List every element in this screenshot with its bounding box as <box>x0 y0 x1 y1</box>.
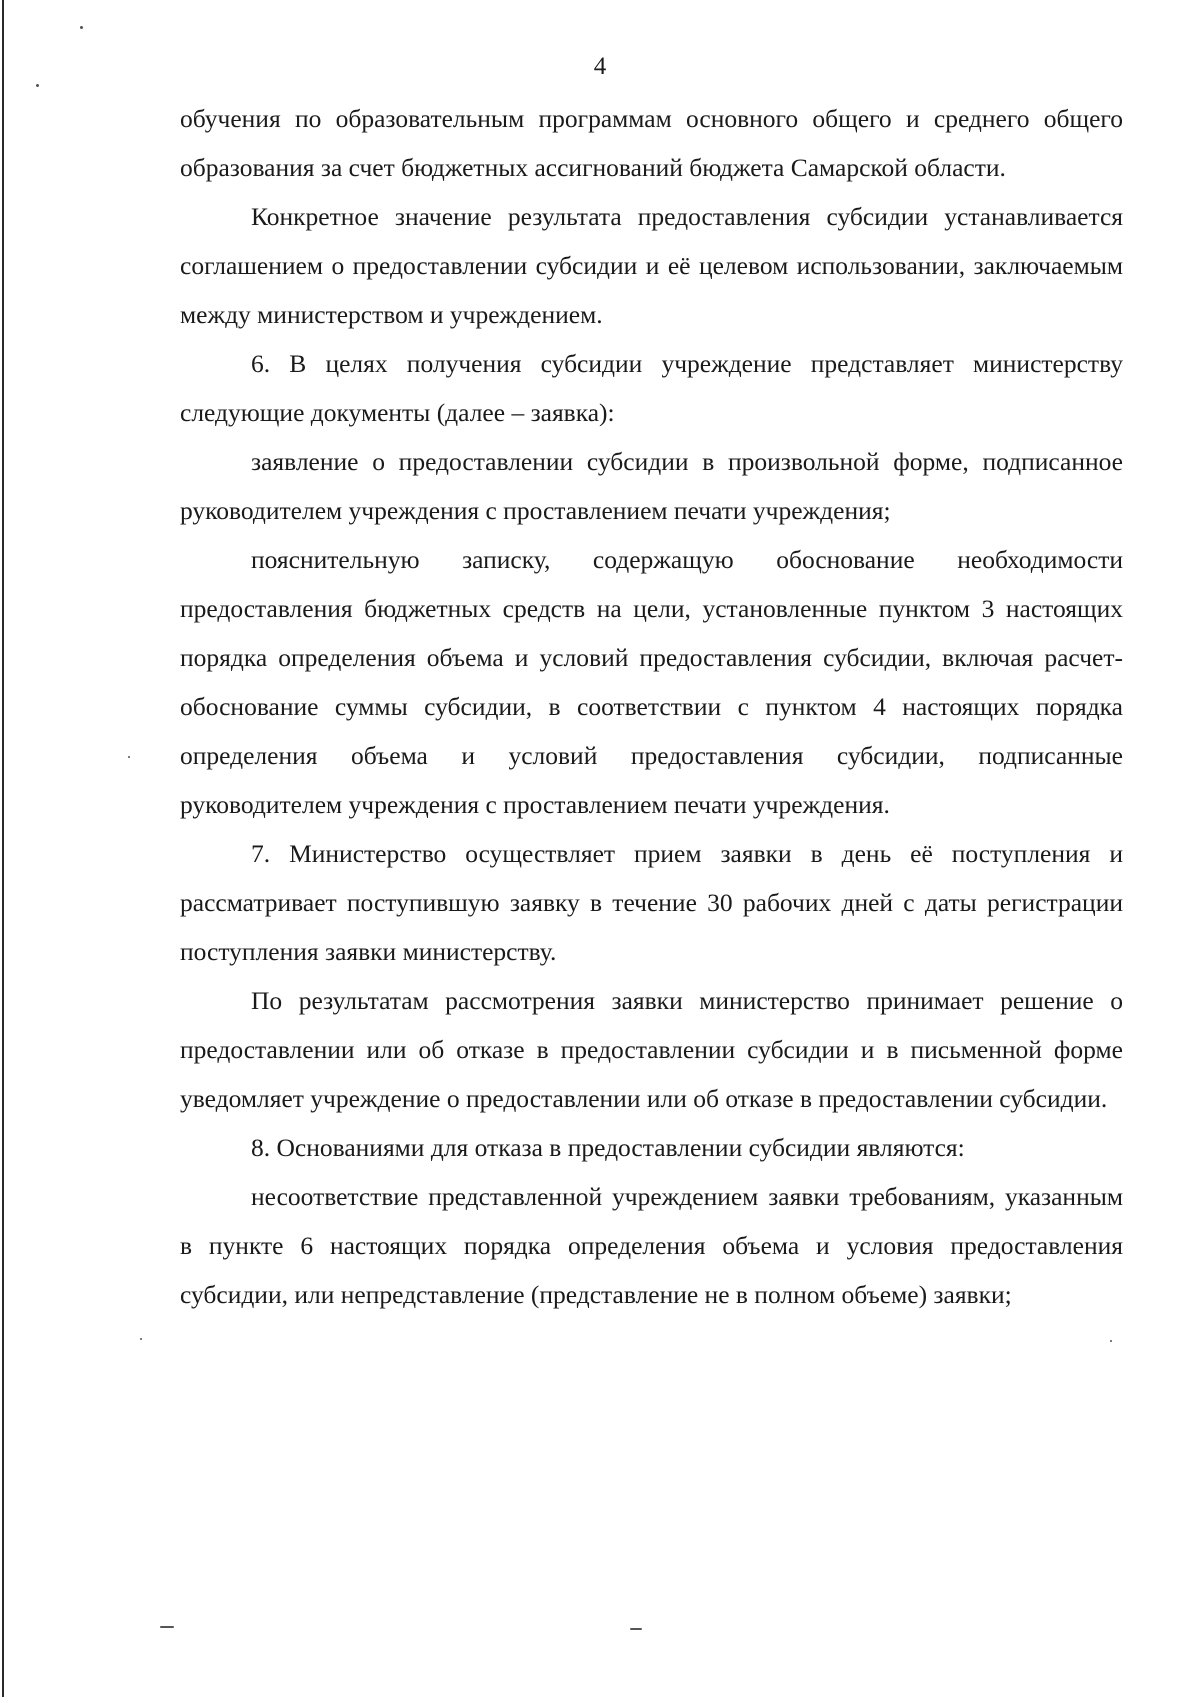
paragraph: обучения по образовательным программам основного общего и среднего общего образования за счет бюджетных ассигнований бюджета Самарской области. <box>180 104 1123 182</box>
paragraph: 8. Основаниями для отказа в предоставлении субсидии являются: <box>251 1133 965 1162</box>
paragraph: По результатам рассмотрения заявки министерство принимает решение о предоставлении или об отказе в предоставлении субсидии и в письменной форме уведомляет учреждение о предоставлении или об отказе в предоставлении субсидии. <box>180 986 1123 1113</box>
paragraph: пояснительную записку, содержащую обоснование необходимости предоставления бюджетных средств на цели, установленные пунктом 3 настоящих порядка определения объема и условий предоставления субсидии, включая расчет-обоснование суммы субсидии, в соответствии с пунктом 4 настоящих порядка определения объема и условий предоставления субсидии, подписанные руководителем учреждения с проставлением печати учреждения. <box>180 545 1123 819</box>
scan-speck <box>630 1628 642 1630</box>
paragraph: 6. В целях получения субсидии учреждение представляет министерству следующие документы (далее – заявка): <box>180 349 1123 427</box>
document-body <box>180 94 1123 1319</box>
scan-speck <box>36 84 39 87</box>
scan-speck <box>128 756 130 758</box>
paragraph: заявление о предоставлении субсидии в произвольной форме, подписанное руководителем учреждения с проставлением печати учреждения; <box>180 447 1123 525</box>
page-number: 4 <box>593 53 607 80</box>
scan-speck <box>1110 1340 1112 1342</box>
paragraph: Конкретное значение результата предоставления субсидии устанавливается соглашением о предоставлении субсидии и её целевом использовании, заключаемым между министерством и учреждением. <box>180 202 1123 329</box>
scan-speck <box>80 26 83 29</box>
page-edge-line <box>2 0 4 1697</box>
scan-speck <box>160 1626 174 1628</box>
paragraph: 7. Министерство осуществляет прием заявки в день её поступления и рассматривает поступившую заявку в течение 30 рабочих дней с даты регистрации поступления заявки министерству. <box>180 839 1123 966</box>
scan-speck <box>140 1338 142 1340</box>
paragraph: несоответствие представленной учреждением заявки требованиям, указанным в пункте 6 настоящих порядка определения объема и условия предоставления субсидии, или непредставление (представление не в полном объеме) заявки; <box>180 1182 1123 1309</box>
